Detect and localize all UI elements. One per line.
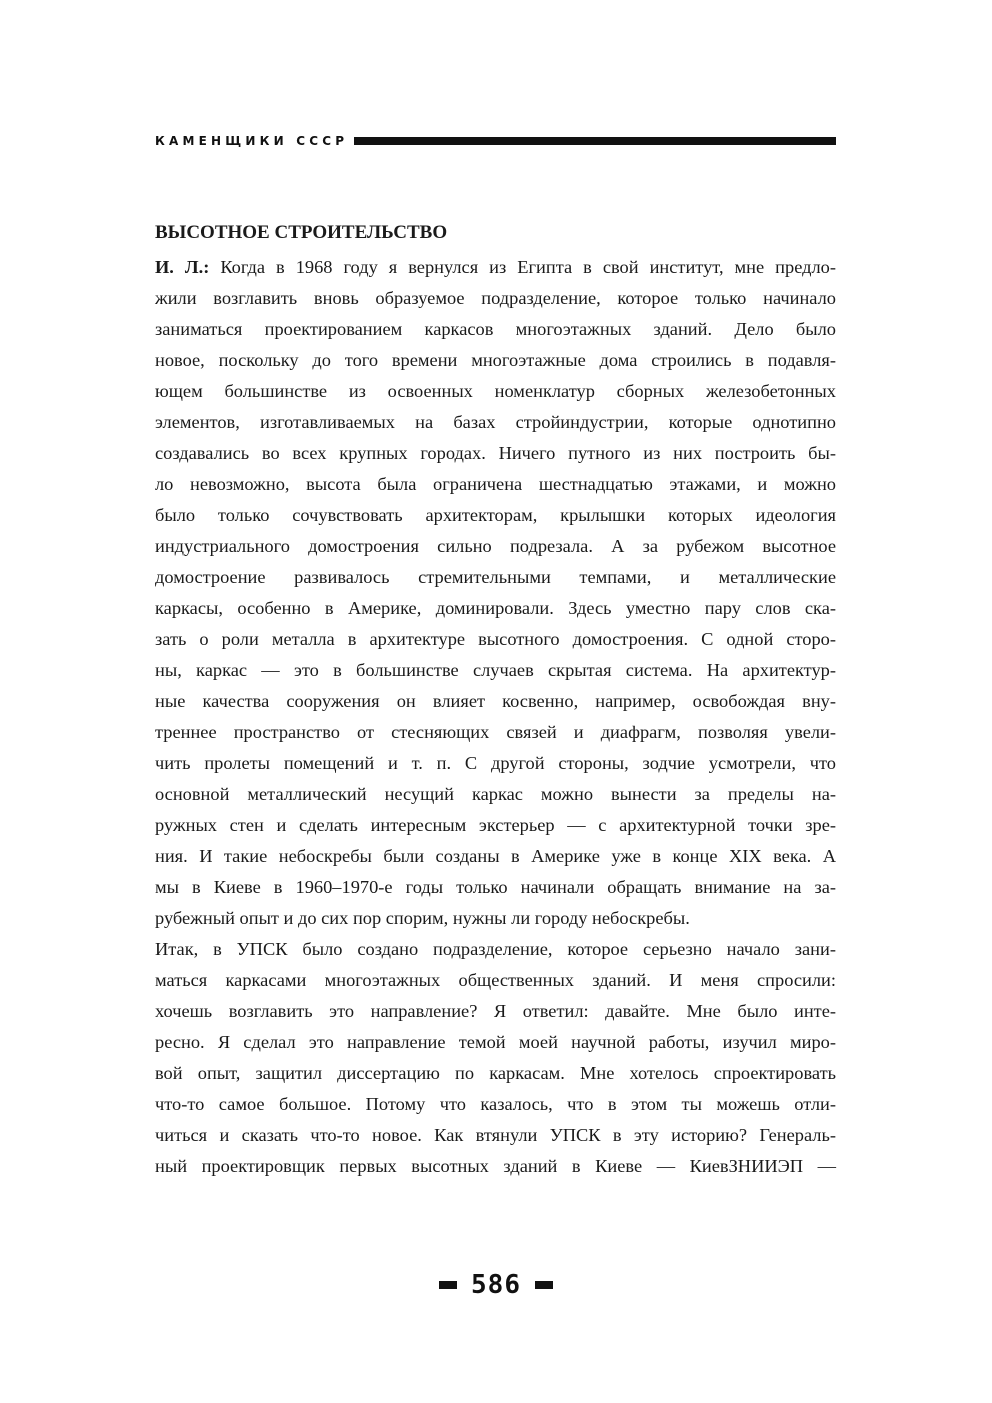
- text-line: зать о роли металла в архитектуре высотного домостроения. С одной сторо-: [155, 629, 836, 649]
- text-line: ный проектировщик первых высотных зданий в Киеве — КиевЗНИИЭП —: [155, 1156, 836, 1176]
- page-number: 586: [471, 1270, 521, 1300]
- text-line: элементов, изготавливаемых на базах стройиндустрии, которые однотипно: [155, 412, 836, 432]
- text-line: что-то самое большое. Потому что казалось, что в этом ты можешь отли-: [155, 1094, 836, 1114]
- body-text: [155, 252, 836, 1182]
- running-head: [155, 133, 836, 149]
- text-line: читься и сказать что-то новое. Как втянули УПСК в эту историю? Генераль-: [155, 1125, 836, 1145]
- text-line: каркасы, особенно в Америке, доминировали. Здесь уместно пару слов ска-: [155, 598, 836, 618]
- section-heading: ВЫСОТНОЕ СТРОИТЕЛЬСТВО: [155, 222, 448, 243]
- text-line: ные качества сооружения он влияет косвенно, например, освобождая вну-: [155, 691, 836, 711]
- speaker-label: И. Л.:: [155, 257, 210, 277]
- text-line: ния. И такие небоскребы были созданы в Америке уже в конце XIX века. А: [155, 846, 836, 866]
- running-head-title: КАМЕНЩИКИ СССР: [155, 134, 349, 148]
- text-line: вой опыт, защитил диссертацию по каркасам. Мне хотелось спроектировать: [155, 1063, 836, 1083]
- text-line: [155, 252, 836, 283]
- text-line: ны, каркас — это в большинстве случаев скрытая система. На архитектур-: [155, 660, 836, 680]
- text-line: жили возглавить вновь образуемое подразделение, которое только начинало: [155, 288, 836, 308]
- text-line: создавались во всех крупных городах. Ничего путного из них построить бы-: [155, 443, 836, 463]
- text-line: ющем большинстве из освоенных номенклатур сборных железобетонных: [155, 381, 836, 401]
- text-line: индустриального домостроения сильно подрезала. А за рубежом высотное: [155, 536, 836, 556]
- text-line-content: Когда в 1968 году я вернулся из Египта в свой институт, мне предло-: [220, 257, 836, 277]
- text-line: основной металлический несущий каркас можно вынести за пределы на-: [155, 784, 836, 804]
- text-line: домостроение развивалось стремительными темпами, и металлические: [155, 567, 836, 587]
- folio-bar-left: [439, 1281, 457, 1289]
- text-line: маться каркасами многоэтажных общественных зданий. И меня спросили:: [155, 970, 836, 990]
- text-line: чить пролеты помещений и т. п. С другой стороны, зодчие усмотрели, что: [155, 753, 836, 773]
- text-line: треннее пространство от стесняющих связей и диафрагм, позволяя увели-: [155, 722, 836, 742]
- text-line: Итак, в УПСК было создано подразделение, которое серьезно начало зани-: [155, 939, 836, 959]
- running-head-rule: [354, 137, 836, 145]
- folio-bar-right: [535, 1281, 553, 1289]
- text-line: было только сочувствовать архитекторам, крылышки которых идеология: [155, 505, 836, 525]
- page-folio: [0, 1270, 992, 1300]
- text-line: ресно. Я сделал это направление темой моей научной работы, изучил миро-: [155, 1032, 836, 1052]
- text-line: хочешь возглавить это направление? Я ответил: давайте. Мне было инте-: [155, 1001, 836, 1021]
- text-line: ружных стен и сделать интересным экстерьер — с архитектурной точки зре-: [155, 815, 836, 835]
- text-line: мы в Киеве в 1960–1970-е годы только начинали обращать внимание на за-: [155, 877, 836, 897]
- text-line: заниматься проектированием каркасов многоэтажных зданий. Дело было: [155, 319, 836, 339]
- text-line: рубежный опыт и до сих пор спорим, нужны ли городу небоскребы.: [155, 908, 690, 928]
- text-line: ло невозможно, высота была ограничена шестнадцатью этажами, и можно: [155, 474, 836, 494]
- text-line: новое, поскольку до того времени многоэтажные дома строились в подавля-: [155, 350, 836, 370]
